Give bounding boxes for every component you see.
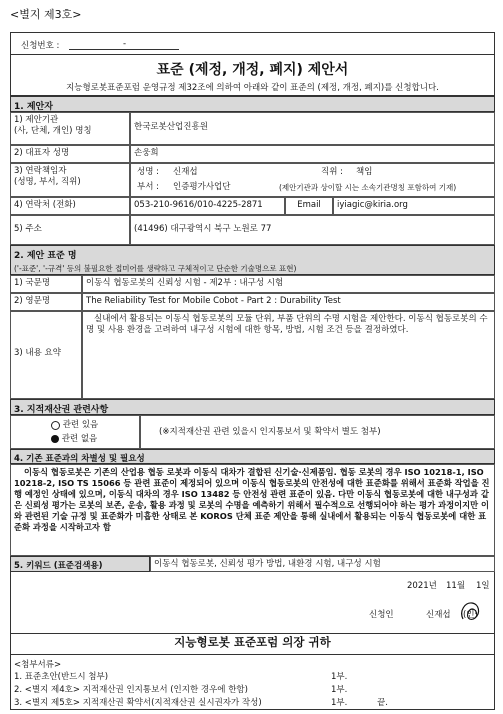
- contact-label: 3) 연락책임자 (성명, 부서, 직위): [10, 163, 130, 197]
- radio-filled-icon[interactable]: [51, 435, 59, 443]
- attachment-end: 끝.: [377, 698, 388, 708]
- position-value[interactable]: 책임: [356, 167, 373, 177]
- date-year: 2021년: [407, 581, 437, 591]
- contact-details: [130, 163, 495, 197]
- contact-note: (제안기관과 상이할 시는 소속기관명칭 포함하여 기재): [279, 183, 457, 192]
- attachment-1-qty: 1부.: [331, 672, 348, 682]
- rep-label: 2) 대표자 성명: [10, 145, 130, 163]
- attachment-2-qty: 1부.: [331, 685, 348, 695]
- section2-heading-block: [10, 245, 495, 275]
- address-label: 5) 주소: [10, 215, 130, 245]
- phone-value[interactable]: 053-210-9616/010-4225-2871: [130, 197, 285, 215]
- en-name-value[interactable]: The Reliability Test for Mobile Cobot - Part 2 : Durability Test: [82, 293, 495, 311]
- necessity-body[interactable]: 이동식 협동로봇은 기존의 산업용 협동 로봇과 이동식 대차가 결합된 신기술·신제품임. 협동 로봇의 경우 ISO 10218-1, ISO 10218-2, ISO TS 15066 등 관련 표준이 제정되어 있으며 이동식 협동로봇의 안전성에 대한 표준화를 위해서 표준화 작업을 진행 예정인 상태에 있으며, 이동식 대차의 경우 ISO 13482 등 안전성 관련 표준이 있음. 다만 이동식 협동로봇에 대한 내구성과 같은 신뢰성 평가는 로봇의 보존, 운송, 활용 과정 및 로봇의 수명을 예측하기 위해서 필수적으로 선행되어야 하는 평가 과정이지만 이와 관련된 기술 규정 및 표준화가 미흡한 상태로 본 KOROS 단체 표준 제안을 통해 실내에서 활용되는 이동식 협동로봇에 대한 표준화 과정을 시작하고자 함: [10, 464, 495, 556]
- kr-name-value[interactable]: 이동식 협동로봇의 신뢰성 시험 - 제2부 : 내구성 시험: [82, 275, 495, 293]
- name-value[interactable]: 신재섭: [173, 167, 198, 177]
- attachment-3-label: 3. <별지 제5호> 지적재산권 확약서(지적재산권 실시권자가 작성): [14, 698, 262, 708]
- summary-label: 3) 내용 요약: [10, 311, 82, 399]
- applicant-name: 신재섭: [426, 610, 451, 620]
- email-value[interactable]: iyiagic@kiria.org: [333, 197, 495, 215]
- signature-icon: [457, 599, 485, 625]
- ip-option-no[interactable]: [51, 434, 97, 445]
- attachment-2-label: 2. <별지 제4호> 지적재산권 인지통보서 (인지한 경우에 한함): [14, 685, 248, 695]
- section2-note: ('-표준', '-규격' 등의 불필요한 접미어를 생략하고 구체적이고 단순한 기술명으로 표현): [14, 264, 297, 273]
- name-label: 성명 :: [137, 167, 159, 177]
- section4-heading: 4. 기존 표준과의 차별성 및 필요성: [10, 449, 495, 464]
- ip-options: [10, 415, 140, 449]
- attachment-1-label: 1. 표준초안(반드시 첨부): [14, 672, 109, 682]
- rep-value[interactable]: 손웅희: [130, 145, 495, 163]
- attachment-3-qty: 1부.: [331, 698, 348, 708]
- radio-empty-icon[interactable]: [51, 421, 60, 430]
- kr-name-label: 1) 국문명: [10, 275, 82, 293]
- ip-note: (※지적재산권 관련 있을시 인지통보서 및 확약서 별도 첨부): [140, 415, 495, 449]
- ip-yes-label: 관련 있음: [62, 420, 99, 430]
- application-number-row: [10, 32, 495, 54]
- addressee: 지능형로봇 표준포럼 의장 귀하: [174, 635, 331, 649]
- intro-text: 지능형로봇표준포럼 운영규정 제32조에 의하여 아래와 같이 표준의 (제정, 개정, 폐지)를 신청합니다.: [66, 83, 439, 93]
- section1-heading: 1. 제안자: [10, 96, 495, 112]
- summary-value[interactable]: 실내에서 활용되는 이동식 협동로봇의 모듈 단위, 부품 단위의 수명 시험을 제안한다. 이동식 협동로봇의 수명 및 사용 환경을 고려하여 내구성 시험에 대한 항목, 방법, 시험 조건 등을 결정하였다.: [82, 311, 495, 399]
- attachments-block: [10, 654, 495, 710]
- dept-label: 부서 :: [137, 182, 159, 192]
- ip-no-label: 관련 없음: [61, 434, 98, 444]
- application-no-value[interactable]: -: [123, 39, 127, 49]
- application-no-underline: [69, 49, 179, 50]
- section3-heading: 3. 지적재산권 관련사항: [10, 399, 495, 415]
- section2-heading: 2. 제안 표준 명: [14, 251, 77, 261]
- annex-label: <별지 제3호>: [10, 8, 82, 21]
- email-label: Email: [285, 197, 333, 215]
- title-block: [10, 54, 495, 96]
- keywords-value[interactable]: 이동식 협동로봇, 신뢰성 평가 방법, 내환경 시험, 내구성 시험: [150, 556, 495, 572]
- org-label: 1) 제안기관 (사, 단체, 개인) 명칭: [10, 112, 130, 145]
- page-title: 표준 (제정, 개정, 폐지) 제안서: [156, 62, 349, 78]
- application-no-label: 신청번호 :: [21, 41, 60, 51]
- section5-heading: 5. 키워드 (표준검색용): [10, 556, 150, 572]
- position-label: 직위 :: [321, 167, 343, 177]
- ip-option-yes[interactable]: [51, 420, 98, 431]
- org-value[interactable]: 한국로봇산업진흥원: [130, 112, 495, 145]
- addressee-block: [10, 634, 495, 654]
- en-name-label: 2) 영문명: [10, 293, 82, 311]
- applicant-label: 신청인: [369, 610, 394, 620]
- signature-area: [10, 572, 495, 634]
- date-day: 1일: [476, 581, 490, 591]
- address-value[interactable]: (41496) 대구광역시 북구 노원로 77: [130, 215, 495, 245]
- date-month: 11월: [446, 581, 466, 591]
- dept-value[interactable]: 인증평가사업단: [173, 182, 231, 192]
- attachments-heading: <첨부서류>: [14, 660, 62, 670]
- seal-mark: (인): [463, 610, 478, 620]
- phone-label: 4) 연락처 (전화): [10, 197, 130, 215]
